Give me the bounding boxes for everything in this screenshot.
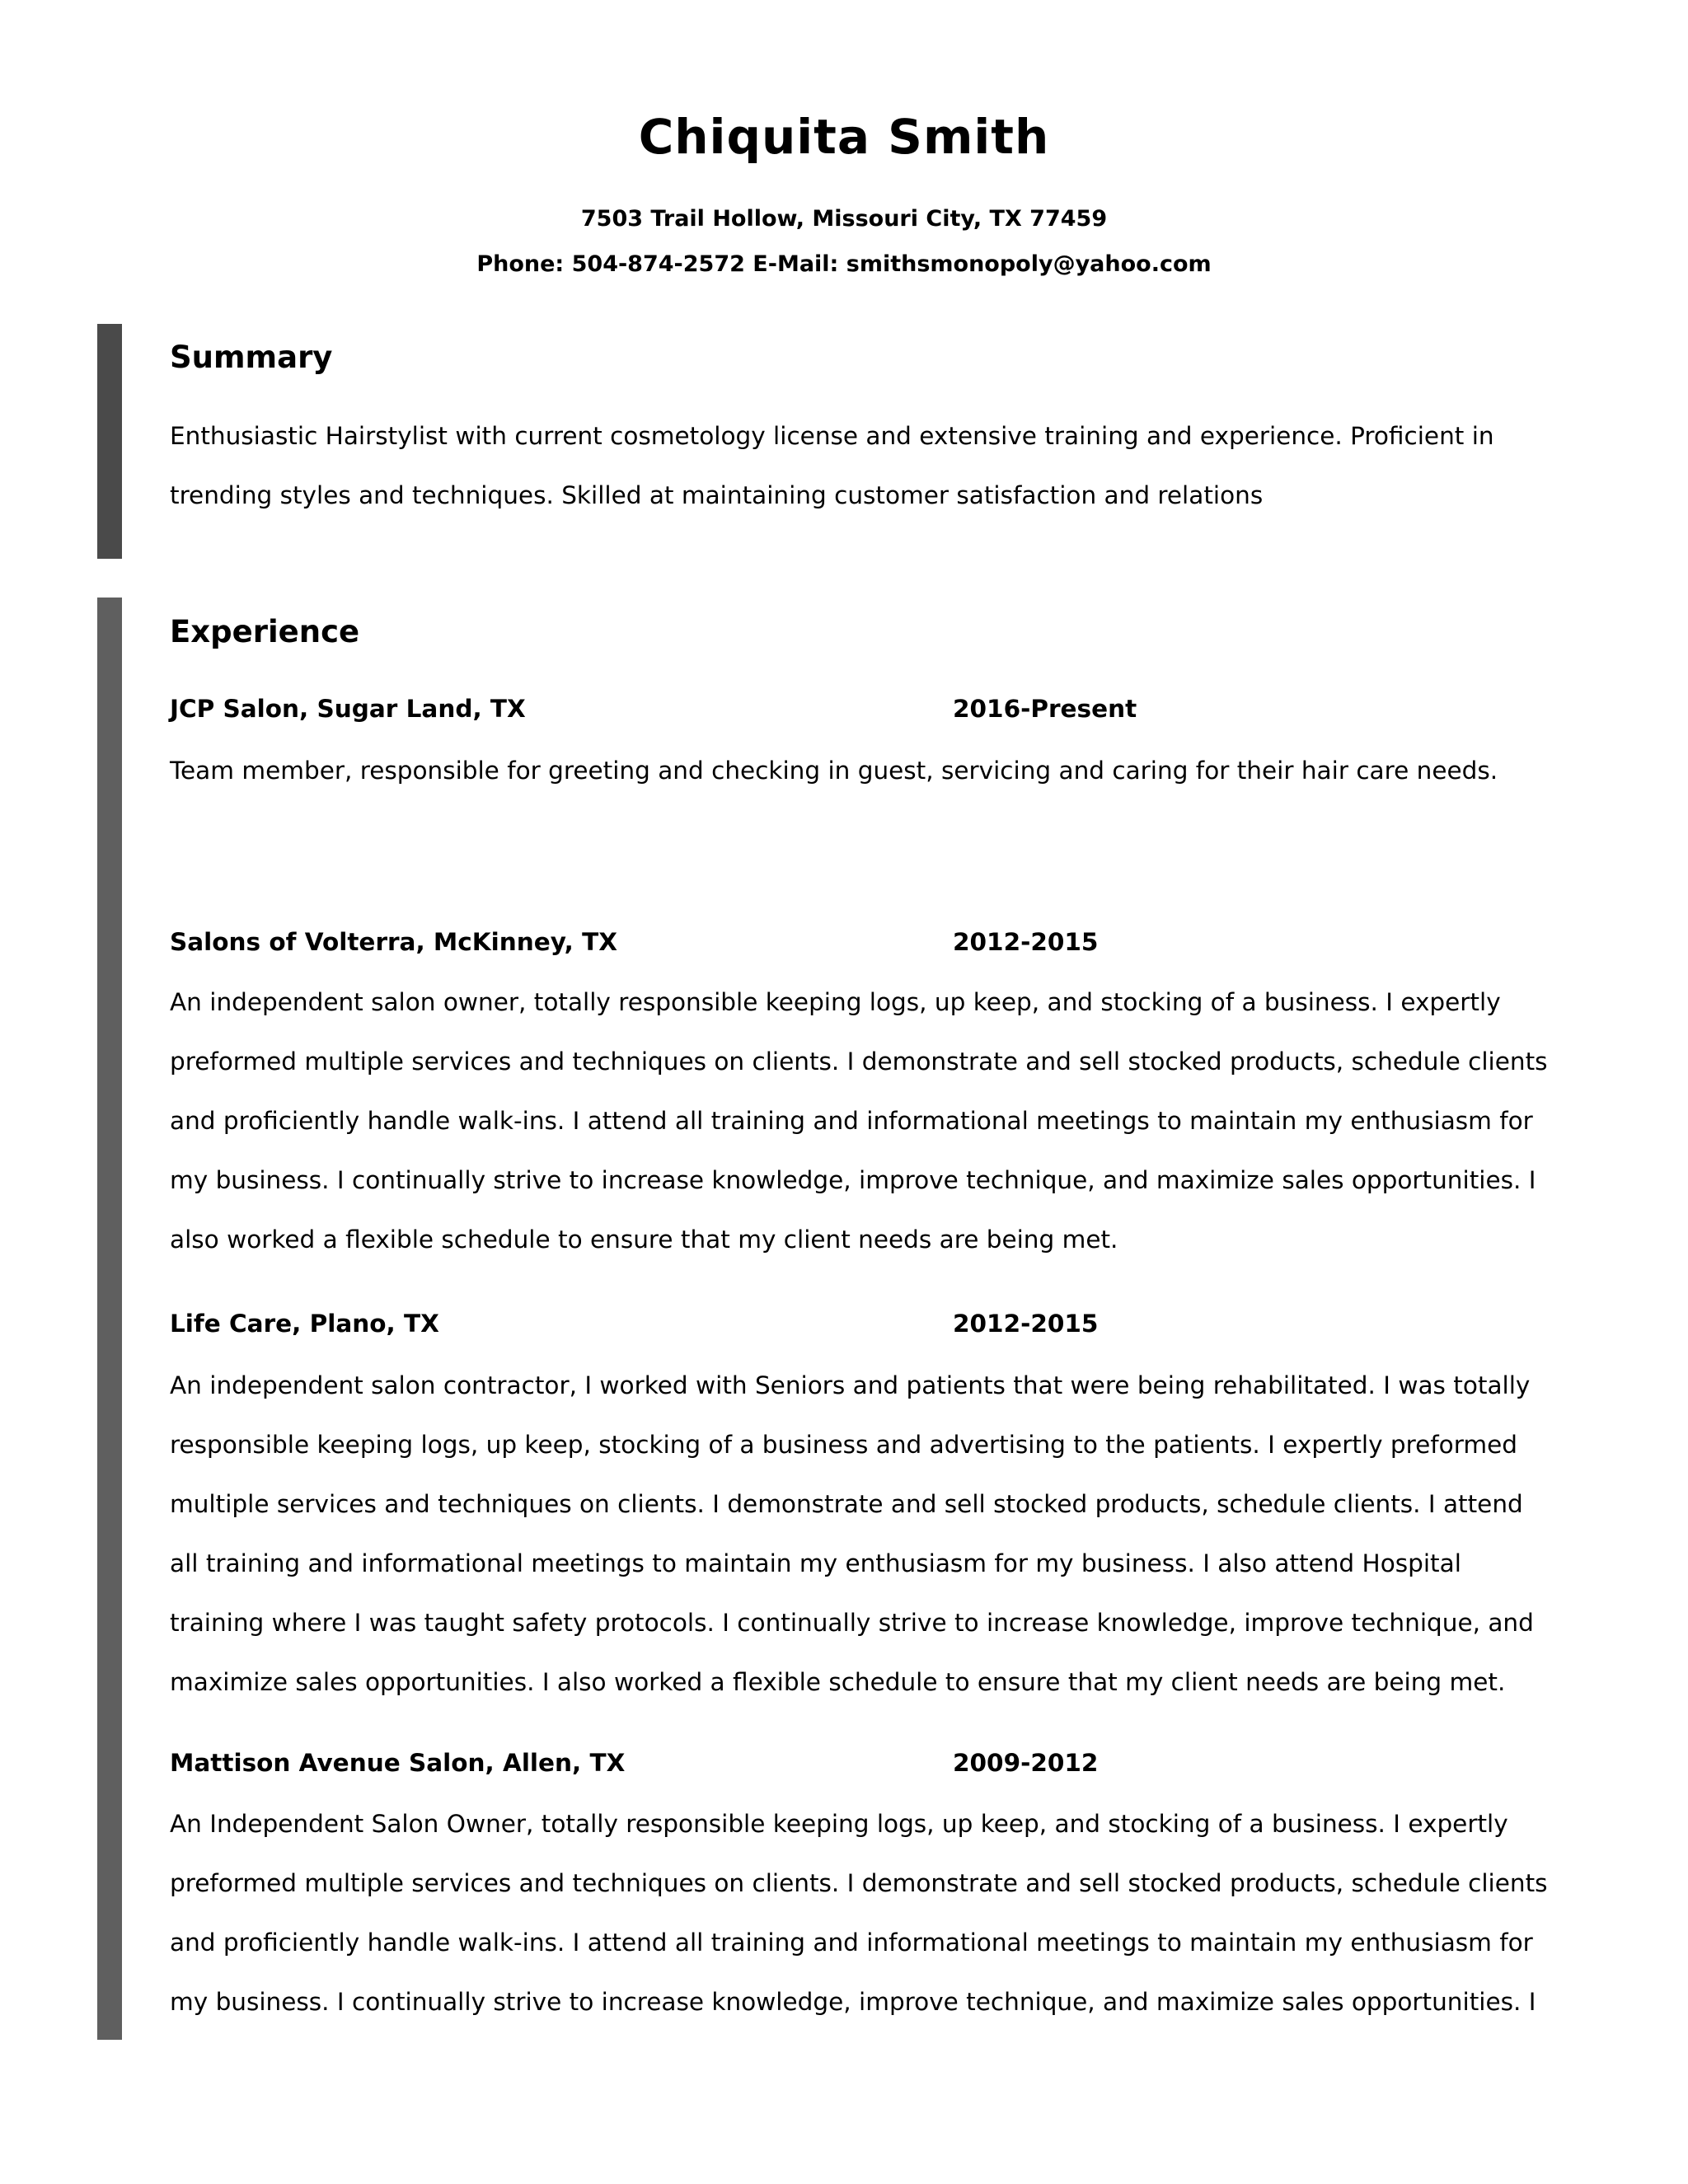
job-line: and proficiently handle walk-ins. I attend all training and informational meetings to maintain my enthusiasm for [170,1929,1533,1957]
job-line: also worked a flexible schedule to ensure that my client needs are being met. [170,1226,1118,1254]
job-employer: Life Care, Plano, TX [170,1310,439,1338]
job-line: my business. I continually strive to increase knowledge, improve technique, and maximize sales opportunities. I [170,1166,1536,1194]
job-line: An independent salon contractor, I worked with Seniors and patients that were being rehabilitated. I was totally [170,1371,1531,1399]
job-line: and proficiently handle walk-ins. I attend all training and informational meetings to maintain my enthusiasm for [170,1107,1533,1135]
job-dates: 2009-2012 [953,1749,1099,1777]
job-employer: JCP Salon, Sugar Land, TX [170,695,526,723]
job-description [170,1794,1587,2032]
job-line: all training and informational meetings to maintain my enthusiasm for my business. I also attend Hospital [170,1549,1461,1577]
summary-title: Summary [170,340,333,375]
job-employer: Mattison Avenue Salon, Allen, TX [170,1749,626,1777]
resume-address: 7503 Trail Hollow, Missouri City, TX 77459 [580,206,1108,232]
job-line: training where I was taught safety protocols. I continually strive to increase knowledge, improve technique, and [170,1609,1534,1637]
job-line: my business. I continually strive to increase knowledge, improve technique, and maximize sales opportunities. I [170,1988,1536,2016]
job-dates: 2016-Present [953,695,1137,723]
summary-line: trending styles and techniques. Skilled at maintaining customer satisfaction and relations [170,481,1264,509]
job-employer: Salons of Volterra, McKinney, TX [170,928,618,956]
job-dates: 2012-2015 [953,928,1099,956]
job-line: An Independent Salon Owner, totally responsible keeping logs, up keep, and stocking of a business. I expertly [170,1810,1508,1838]
job-description [170,972,1587,1269]
job-dates: 2012-2015 [953,1310,1099,1338]
job-line: preformed multiple services and techniques on clients. I demonstrate and sell stocked products, schedule clients [170,1047,1548,1076]
job-description [170,1356,1587,1712]
job-line: maximize sales opportunities. I also worked a flexible schedule to ensure that my client needs are being met. [170,1668,1506,1696]
summary-section-bar [97,324,122,559]
summary-paragraph [170,406,1587,525]
job-line: An independent salon owner, totally responsible keeping logs, up keep, and stocking of a business. I expertly [170,988,1501,1016]
job-line: Team member, responsible for greeting and checking in guest, servicing and caring for their hair care needs. [170,757,1498,785]
experience-title: Experience [170,614,360,649]
job-description [170,741,1587,800]
resume-name: Chiquita Smith [638,109,1050,165]
job-line: preformed multiple services and techniques on clients. I demonstrate and sell stocked products, schedule clients [170,1869,1548,1897]
job-line: multiple services and techniques on clients. I demonstrate and sell stocked products, schedule clients. I attend [170,1490,1523,1518]
summary-line: Enthusiastic Hairstylist with current cosmetology license and extensive training and experience. Proficient in [170,422,1494,450]
experience-section-bar [97,598,122,2040]
resume-contact: Phone: 504-874-2572 E-Mail: smithsmonopoly@yahoo.com [476,251,1212,277]
job-line: responsible keeping logs, up keep, stocking of a business and advertising to the patients. I expertly preformed [170,1431,1517,1459]
